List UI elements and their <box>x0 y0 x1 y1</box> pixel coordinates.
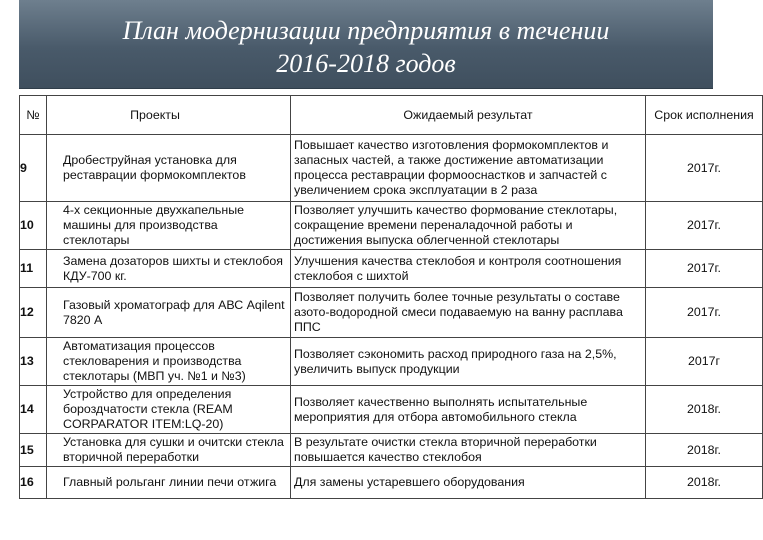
table-row <box>20 434 763 467</box>
row-number: 16 <box>20 467 47 499</box>
row-term: 2018г. <box>646 386 763 434</box>
row-number: 9 <box>20 135 47 202</box>
row-result: Позволяет улучшить качество формование стеклотары, сокращение времени переналадочной работы и достижения выпуска облегченной стеклотары <box>291 202 646 250</box>
row-project: Установка для сушки и очитски стекла вторичной переработки <box>47 434 291 467</box>
row-term: 2017г <box>646 338 763 386</box>
row-result: Повышает качество изготовления формокомплектов и запасных частей, а также достижение автоматизации процесса реставрации формооснастков и запчастей с увеличением срока эксплуатации в 2 раза <box>291 135 646 202</box>
row-result: Позволяет сэкономить расход природного газа на 2,5%, увеличить выпуск продукции <box>291 338 646 386</box>
table-row <box>20 386 763 434</box>
row-term: 2017г. <box>646 288 763 338</box>
row-number: 11 <box>20 250 47 288</box>
table-row <box>20 467 763 499</box>
row-number: 13 <box>20 338 47 386</box>
header-number: № <box>20 96 47 135</box>
row-term: 2017г. <box>646 250 763 288</box>
modernization-plan-table <box>19 95 763 499</box>
row-term: 2017г. <box>646 202 763 250</box>
row-project: Газовый хроматограф для АВС Aqilent 7820 А <box>47 288 291 338</box>
row-project: 4-х секционные двухкапельные машины для производства стеклотары <box>47 202 291 250</box>
header-term: Срок исполнения <box>646 96 763 135</box>
row-number: 10 <box>20 202 47 250</box>
row-project: Автоматизация процессов стекловарения и производства стеклотары (МВП уч. №1 и №3) <box>47 338 291 386</box>
row-number: 12 <box>20 288 47 338</box>
row-project: Замена дозаторов шихты и стеклобоя КДУ-700 кг. <box>47 250 291 288</box>
table-row <box>20 338 763 386</box>
row-number: 15 <box>20 434 47 467</box>
header-projects: Проекты <box>47 96 291 135</box>
row-result: Позволяет получить более точные результаты о составе азото-водородной смеси подаваемую на ванну расплава ППС <box>291 288 646 338</box>
row-term: 2018г. <box>646 467 763 499</box>
table-row <box>20 202 763 250</box>
header-expected-result: Ожидаемый результат <box>291 96 646 135</box>
row-project: Устройство для определения бороздчатости стекла (REAM CORPARATOR ITEM:LQ-20) <box>47 386 291 434</box>
title-line-1: План модернизации предприятия в течении <box>122 16 610 45</box>
title-line-2: 2016-2018 годов <box>276 49 456 78</box>
table-row <box>20 135 763 202</box>
row-project: Дробеструйная установка для реставрации формокомплектов <box>47 135 291 202</box>
row-result: Для замены устаревшего оборудования <box>291 467 646 499</box>
row-result: Улучшения качества стеклобоя и контроля соотношения стеклобоя с шихтой <box>291 250 646 288</box>
table-header-row <box>20 96 763 135</box>
row-result: Позволяет качественно выполнять испытательные мероприятия для отбора автомобильного стекла <box>291 386 646 434</box>
row-result: В результате очистки стекла вторичной переработки повышается качество стеклобоя <box>291 434 646 467</box>
page-title <box>19 14 713 80</box>
table-row <box>20 288 763 338</box>
row-number: 14 <box>20 386 47 434</box>
row-term: 2018г. <box>646 434 763 467</box>
table-row <box>20 250 763 288</box>
row-term: 2017г. <box>646 135 763 202</box>
row-project: Главный рольганг линии печи отжига <box>47 467 291 499</box>
